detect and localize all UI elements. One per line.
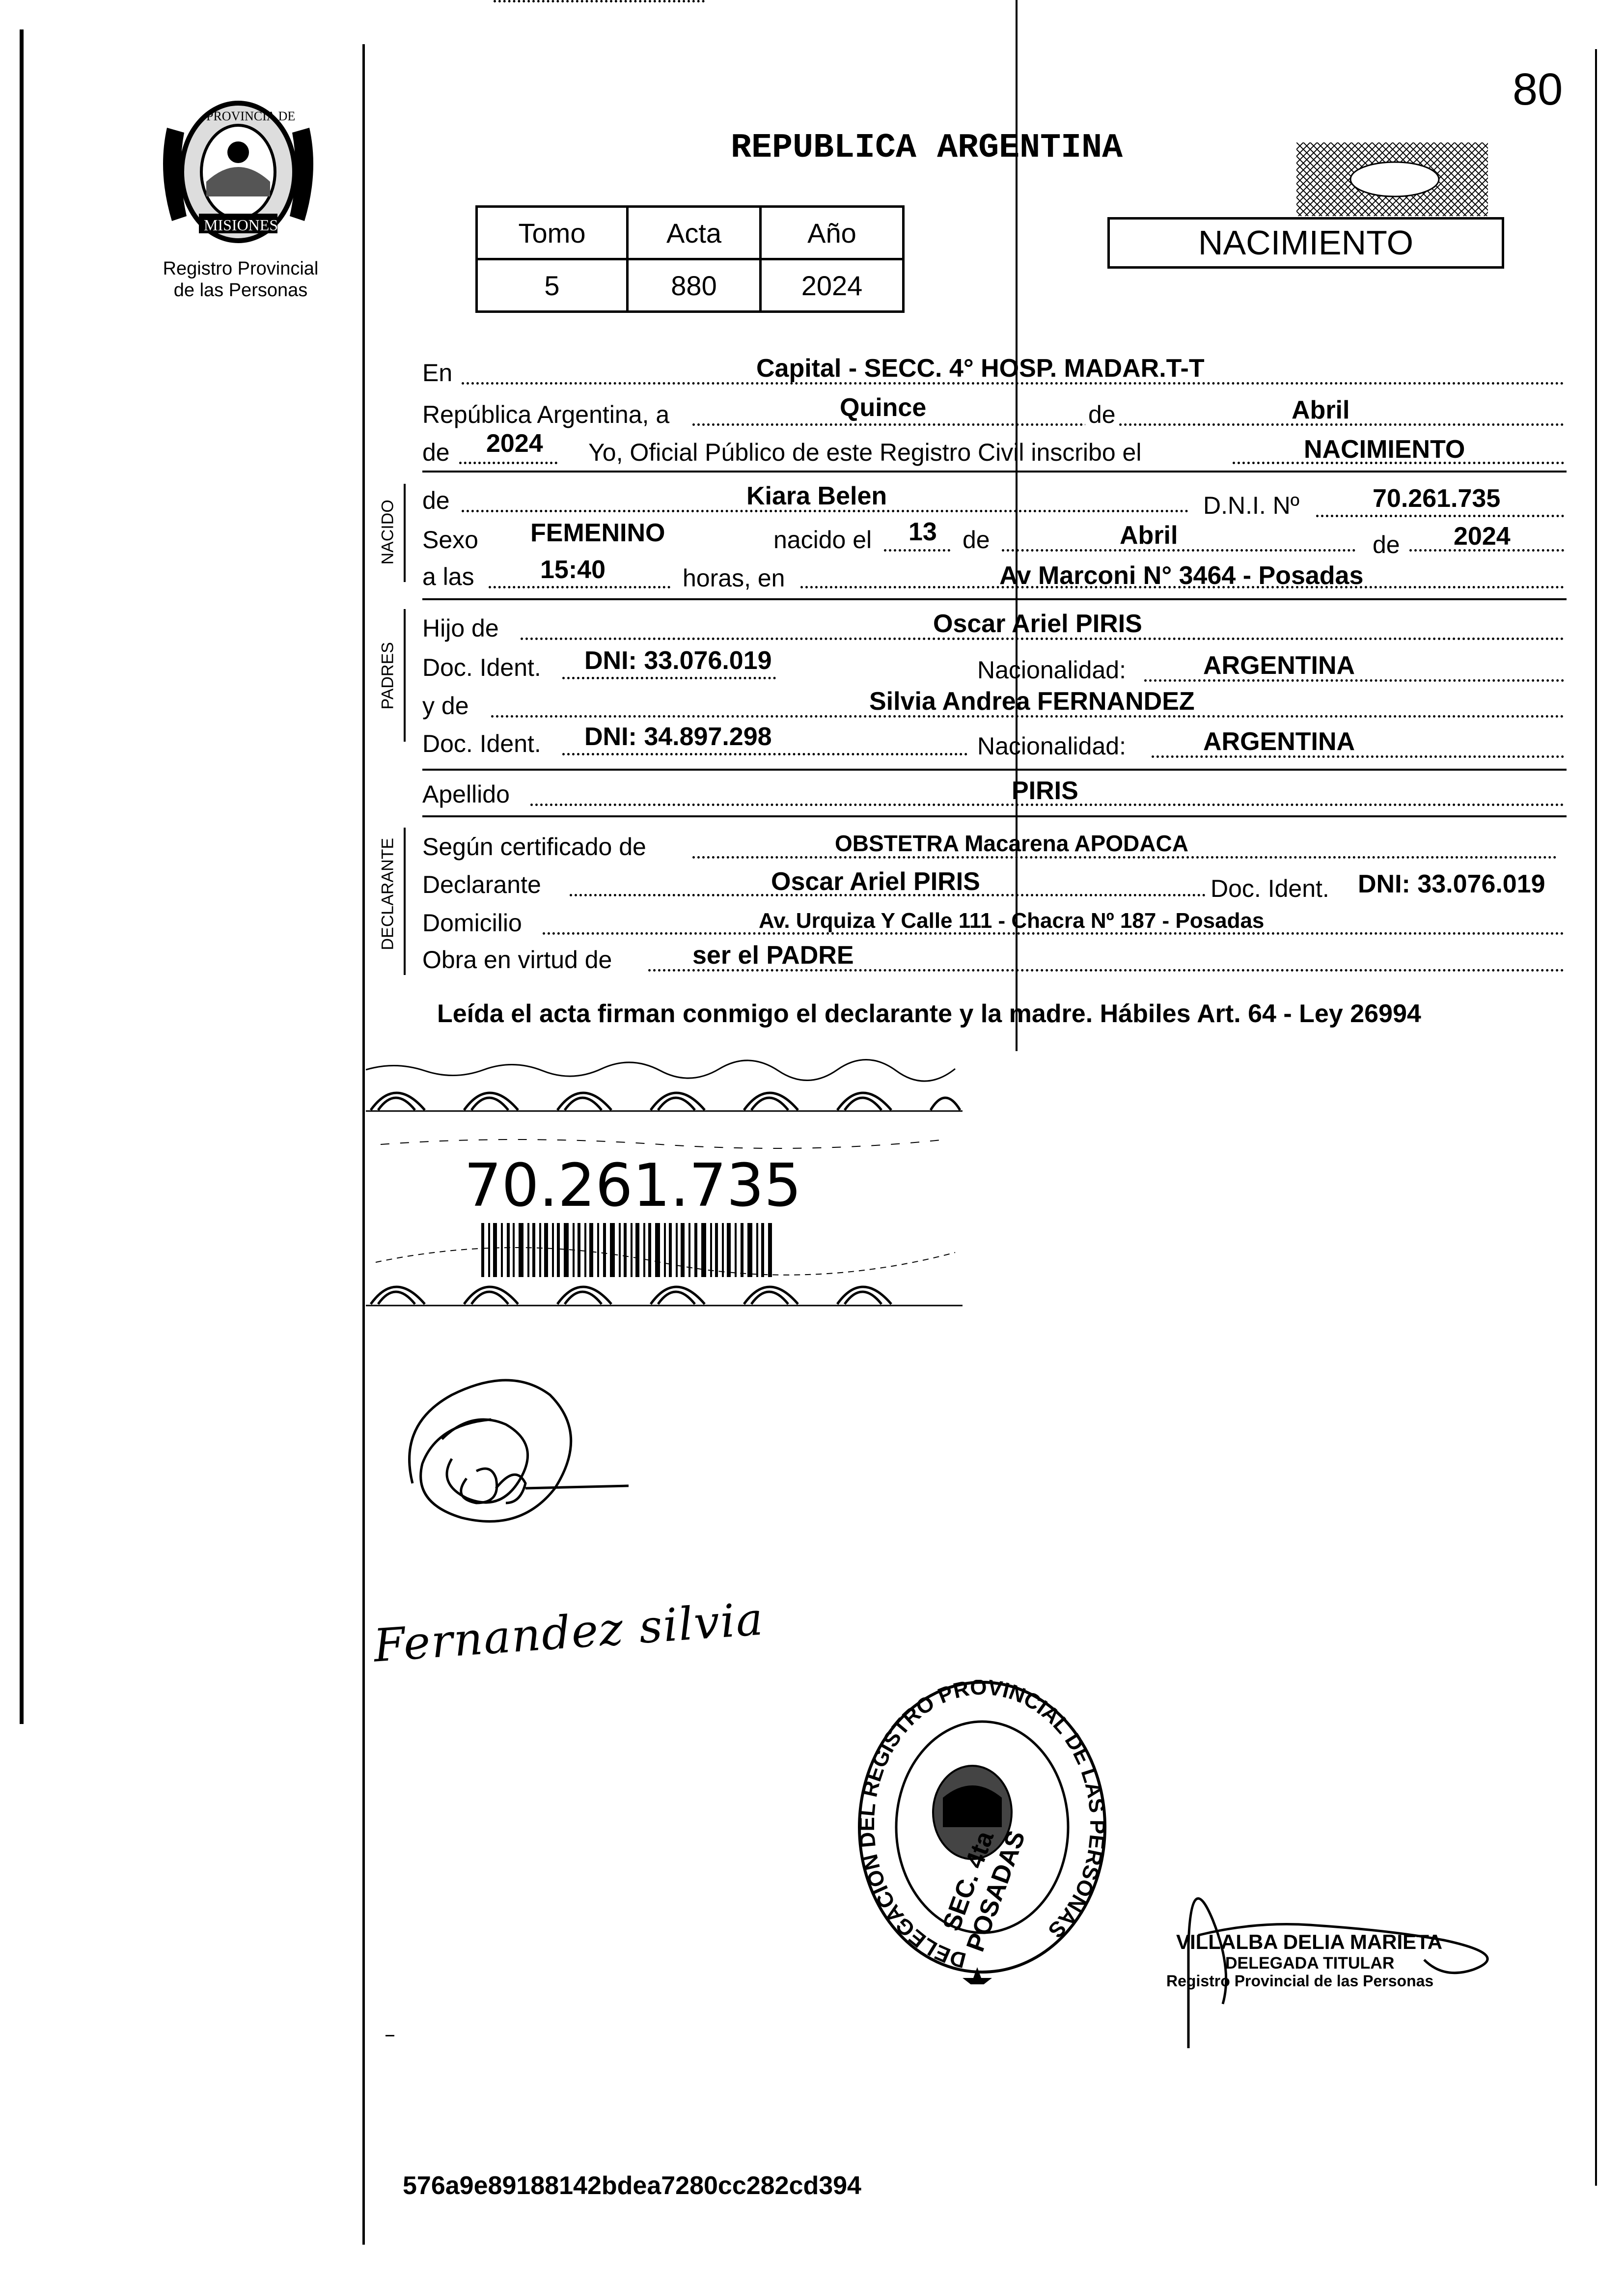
closing-text: Leída el acta firman conmigo el declarante y la madre. Hábiles Art. 64 - Ley 26994 (437, 1000, 1421, 1028)
anio-dots (459, 462, 557, 464)
acta-reference-table (475, 205, 905, 313)
table-header-tomo: Tomo (477, 207, 628, 259)
official-stamp (854, 1680, 1110, 1984)
nacido-de-label-2: de (963, 526, 990, 554)
official-title: DELEGADA TITULAR (1225, 1954, 1395, 1973)
nacido-dia-value: 13 (908, 518, 937, 546)
stamp-ring-text: DELEGACION DEL REGISTRO PROVINCIAL DE LAS PERSONAS (855, 1680, 1110, 1973)
sexo-dots (494, 0, 705, 2)
en-label: En (422, 359, 453, 387)
de-label-2: de (422, 439, 450, 466)
table-value-acta: 880 (628, 259, 761, 312)
nacido-mes-value: Abril (1120, 521, 1178, 550)
padre-nac-value: ARGENTINA (1203, 651, 1355, 680)
obra-label: Obra en virtud de (422, 946, 612, 974)
dni-sticker (366, 1056, 963, 1321)
divider-2 (422, 598, 1567, 600)
padre-doc-value: DNI: 33.076.019 (584, 646, 772, 675)
registry-label-line1: Registro Provincial (163, 258, 319, 279)
domicilio-value: Av. Urquiza Y Calle 111 - Chacra Nº 187 - Posadas (759, 909, 1265, 933)
table-header-acta: Acta (628, 207, 761, 259)
mes-value: Abril (1292, 396, 1350, 424)
padres-bracket (404, 609, 406, 742)
nacido-bracket (404, 484, 406, 582)
padre-doc-dots (562, 677, 776, 679)
inscribo-label: Yo, Oficial Público de este Registro Civil inscribo el (588, 439, 1142, 466)
official-name: VILLALBA DELIA MARIETA (1176, 1930, 1443, 1953)
republica-label: República Argentina, a (422, 401, 670, 428)
en-value: Capital - SECC. 4° HOSP. MADAR.T-T (756, 354, 1205, 383)
margin-line-right (1595, 49, 1597, 2186)
apellido-value: PIRIS (1012, 777, 1078, 805)
record-type-box (1107, 217, 1504, 269)
registry-label-line2: de las Personas (173, 280, 308, 301)
apellido-label: Apellido (422, 780, 510, 808)
domicilio-label: Domicilio (422, 909, 522, 937)
nacido-de-label-3: de (1373, 531, 1400, 558)
nacido-el-label: nacido el (773, 526, 872, 554)
horas-en-label: horas, en (683, 564, 785, 592)
anio-value: 2024 (486, 429, 543, 458)
hora-value: 15:40 (540, 556, 606, 584)
de-label-1: de (1085, 400, 1119, 429)
declarante-value: Oscar Ariel PIRIS (771, 867, 980, 896)
divider-4 (422, 815, 1567, 817)
madre-nac-value: ARGENTINA (1203, 727, 1355, 756)
padre-nac-label: Nacionalidad: (977, 656, 1126, 684)
document-hash: 576a9e89188142bdea7280cc282cd394 (403, 2171, 861, 2200)
dni-value: 70.261.735 (1373, 484, 1501, 513)
padre-doc-label: Doc. Ident. (422, 654, 541, 681)
registry-label (142, 258, 339, 301)
inscribo-value: NACIMIENTO (1304, 435, 1465, 464)
margin-line-left (20, 29, 24, 1724)
segun-label: Según certificado de (422, 833, 646, 861)
lugar-value: Av Marconi N° 3464 - Posadas (999, 561, 1364, 590)
sexo-value: FEMENINO (530, 519, 665, 547)
dni-dots (1316, 515, 1564, 517)
mother-signature: Fernandez silvia (372, 1592, 766, 1672)
madre-doc-value: DNI: 34.897.298 (584, 723, 772, 751)
sticker-dni-number: 70.261.735 (464, 1152, 802, 1220)
madre-doc-label: Doc. Ident. (422, 730, 541, 757)
madre-nac-label: Nacionalidad: (977, 732, 1126, 760)
a-las-label: a las (422, 563, 474, 590)
record-type-label: NACIMIENTO (1198, 223, 1414, 262)
declarante-doc-label: Doc. Ident. (1211, 875, 1329, 902)
declarante-doc-value: DNI: 33.076.019 (1358, 870, 1545, 898)
certificado-value: OBSTETRA Macarena APODACA (835, 831, 1188, 856)
padres-section-label: PADRES (378, 642, 397, 710)
hora-dots (489, 586, 670, 588)
republica-dots (692, 423, 1564, 426)
father-signature (393, 1365, 638, 1547)
declarante-label: Declarante (422, 871, 541, 898)
sticker-barcode (481, 1223, 776, 1277)
dni-label: D.N.I. Nº (1203, 492, 1300, 519)
madre-value: Silvia Andrea FERNANDEZ (869, 687, 1195, 716)
dia-dots (884, 549, 950, 552)
margin-mark (385, 2035, 394, 2036)
table-value-anio: 2024 (761, 259, 904, 312)
divider-1 (422, 471, 1567, 473)
nacido-de-label: de (422, 487, 450, 514)
security-hologram (1296, 142, 1488, 216)
obra-value: ser el PADRE (692, 941, 854, 970)
table-value-tomo: 5 (477, 259, 628, 312)
dia-value: Quince (840, 393, 927, 422)
declarante-bracket (404, 828, 406, 975)
margin-line-inner (362, 44, 365, 2245)
seal-bottom-label: MISIONES (204, 216, 278, 234)
provincial-seal (152, 98, 324, 246)
nacido-section-label: NACIDO (378, 500, 397, 565)
nombre-value: Kiara Belen (746, 482, 887, 510)
stamp-inner-text: SEC. 4ta POSADAS (937, 1827, 1031, 1956)
y-de-label: y de (422, 692, 469, 720)
hijo-de-label: Hijo de (422, 614, 499, 642)
mes-dots (1002, 549, 1355, 552)
madre-doc-dots (562, 753, 967, 755)
sexo-label: Sexo (422, 526, 478, 554)
nacido-anio-value: 2024 (1454, 522, 1511, 551)
declarante-section-label: DECLARANTE (378, 837, 397, 950)
page-number: 80 (1513, 64, 1563, 114)
country-title: REPUBLICA ARGENTINA (731, 129, 1123, 167)
divider-3 (422, 769, 1567, 771)
official-org: Registro Provincial de las Personas (1166, 1972, 1434, 1990)
seal-top-label: PROVINCIA DE (206, 109, 296, 123)
table-header-anio: Año (761, 207, 904, 259)
padre-value: Oscar Ariel PIRIS (933, 610, 1142, 638)
